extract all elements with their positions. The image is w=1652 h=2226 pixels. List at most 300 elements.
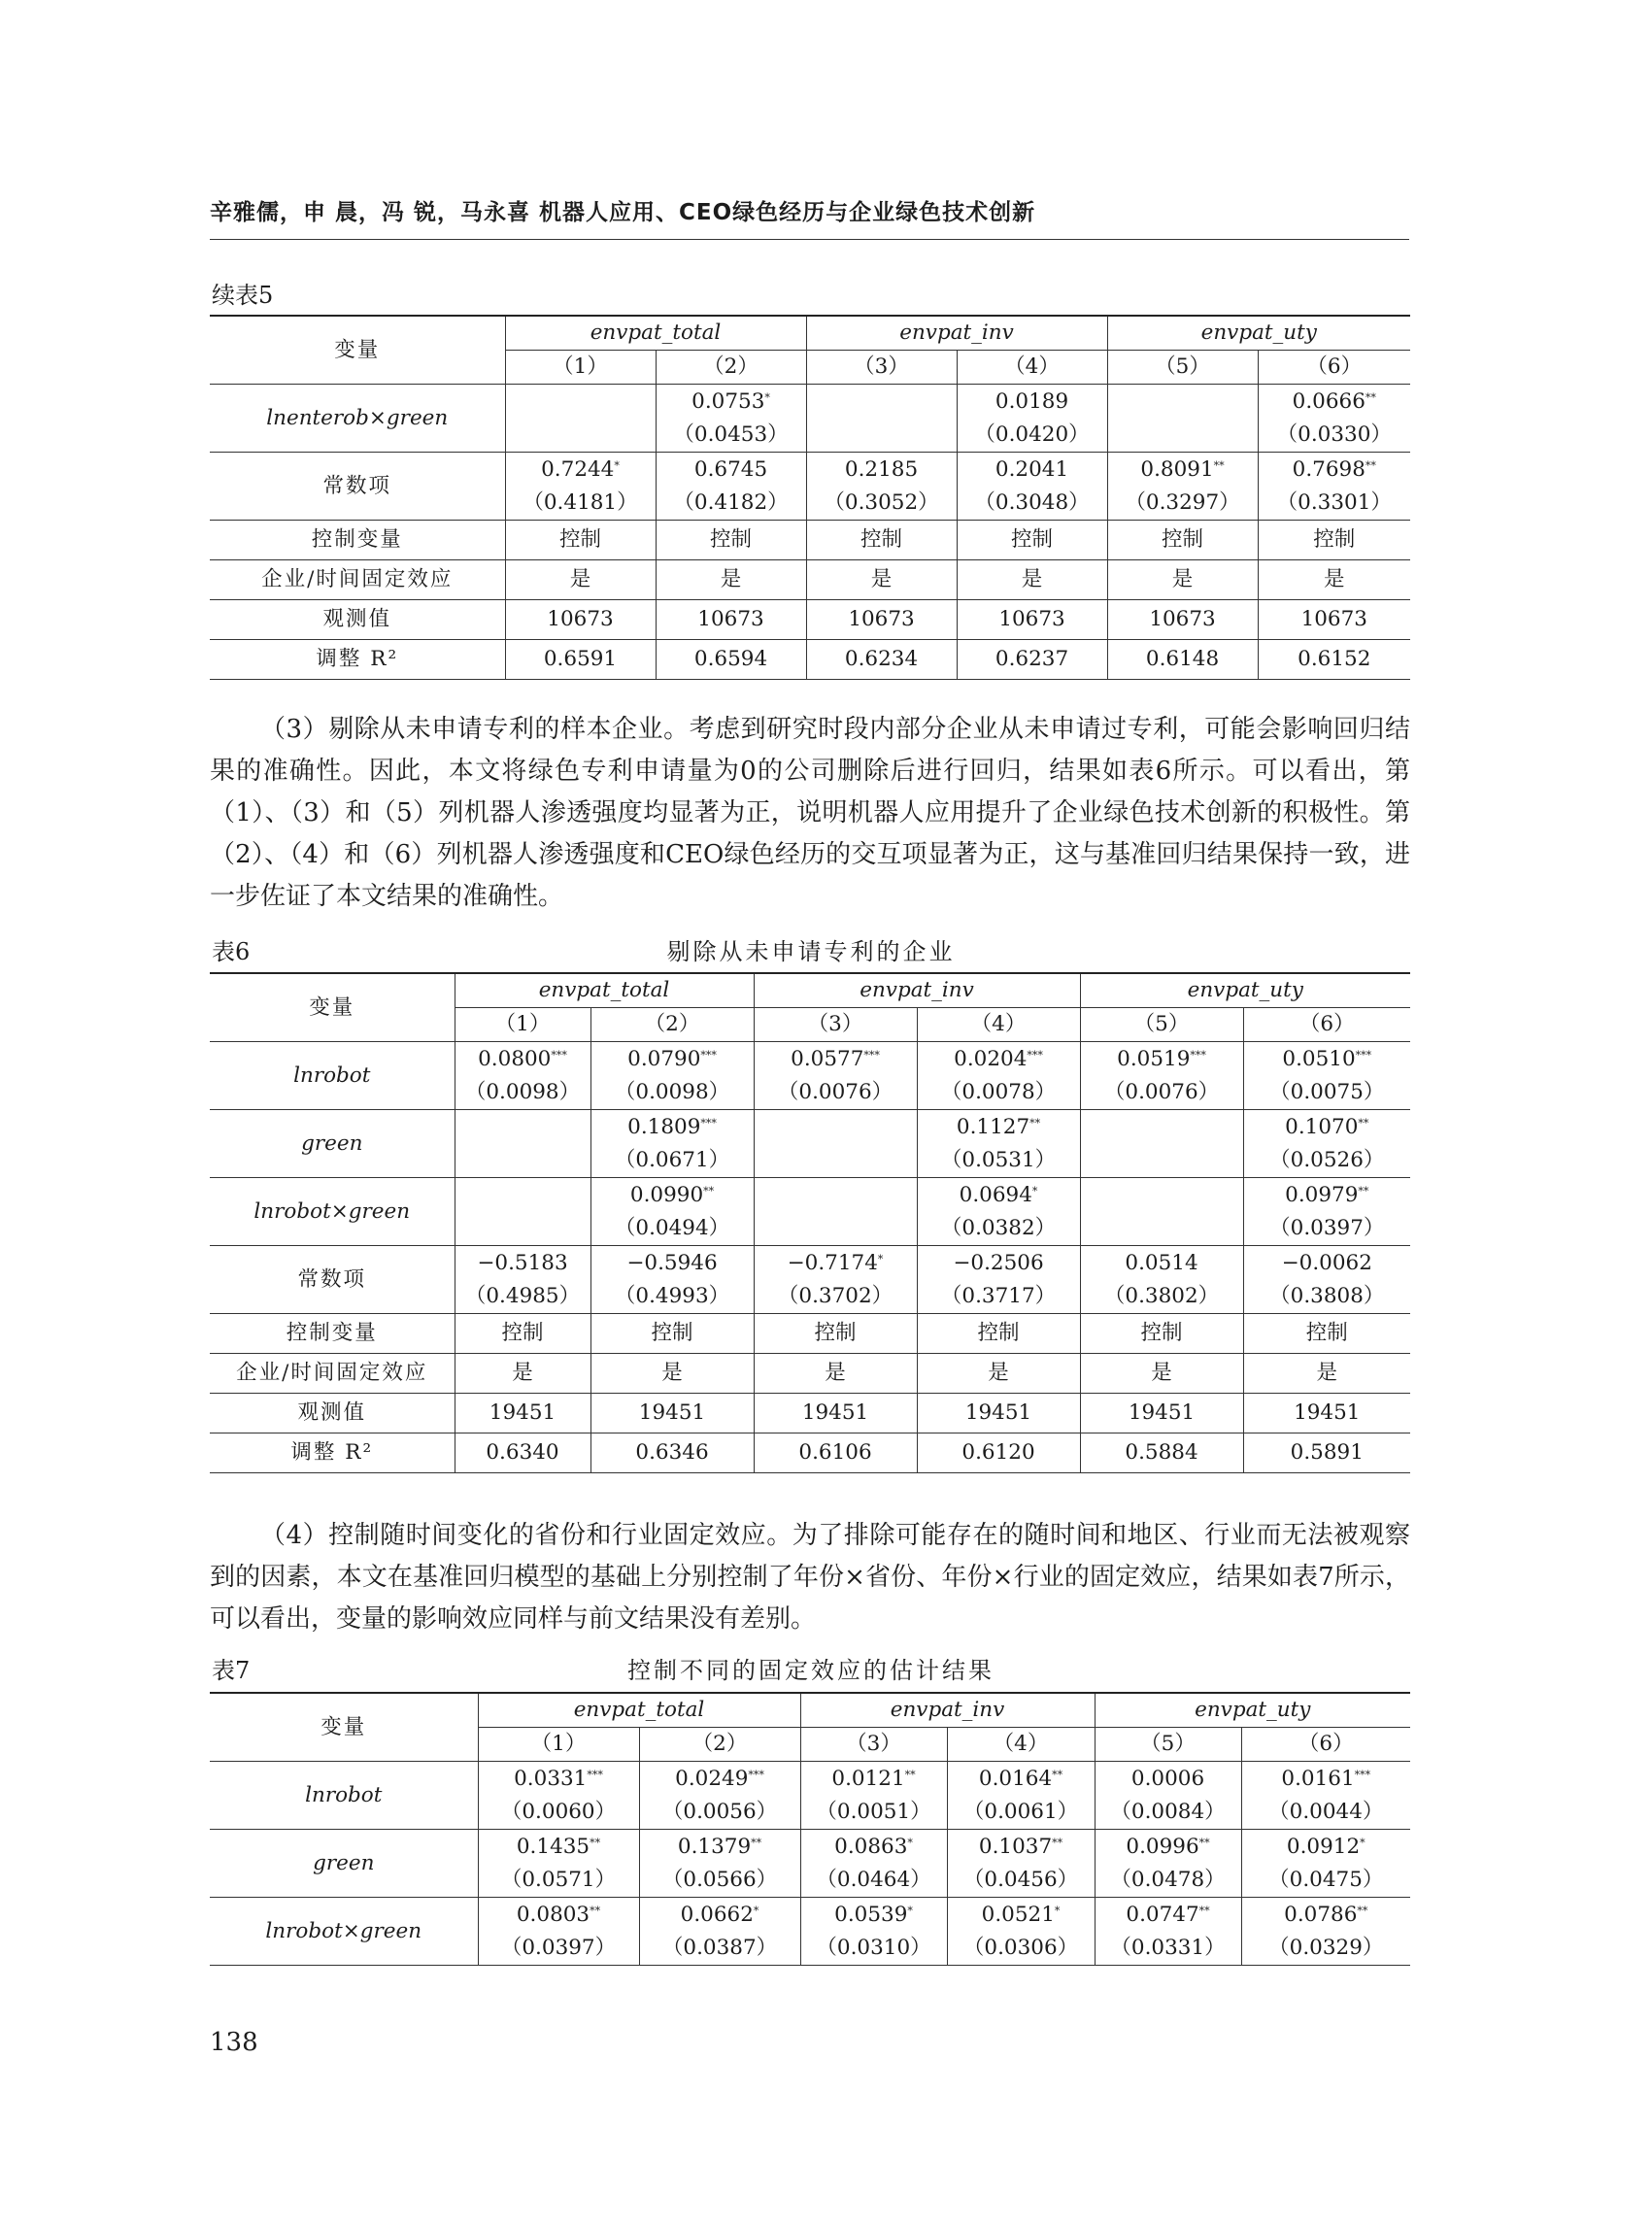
column-number: （3） (800, 1728, 947, 1762)
value-cell: 控制 (917, 1314, 1080, 1354)
paragraph-robustness-3 (210, 709, 1410, 918)
standard-error: （0.0056） (661, 1799, 778, 1824)
significance-stars: *** (1027, 1048, 1043, 1062)
significance-stars: * (753, 1904, 759, 1917)
row-label: 观测值 (210, 1394, 455, 1433)
row-label: 调整 R² (210, 1433, 455, 1473)
table-row (210, 1762, 1410, 1830)
row-label: 调整 R² (210, 640, 505, 680)
column-number: （1） (505, 351, 656, 385)
standard-error: （0.0382） (940, 1215, 1057, 1240)
table-row (210, 1178, 1410, 1246)
value-cell: 19451 (754, 1394, 917, 1433)
estimate-cell (947, 1830, 1095, 1898)
coefficient: 0.1379 (677, 1834, 752, 1859)
estimate-cell (455, 1110, 590, 1178)
estimate-cell (917, 1178, 1080, 1246)
value-cell: 控制 (505, 521, 656, 560)
coefficient: 0.0577 (791, 1046, 864, 1071)
coefficient: 0.2185 (844, 456, 919, 482)
table7-caption-label: 表7 (212, 1657, 251, 1684)
coefficient: 0.1127 (956, 1114, 1030, 1139)
estimate-cell (1241, 1830, 1410, 1898)
significance-stars: ** (751, 1836, 762, 1849)
significance-stars: ** (1198, 1904, 1210, 1917)
value-cell: 是 (590, 1354, 754, 1394)
value-cell: 10673 (656, 600, 806, 640)
column-number: （5） (1080, 1008, 1243, 1042)
estimate-cell (1243, 1110, 1410, 1178)
significance-stars: ** (904, 1768, 916, 1781)
coefficient: 0.0662 (680, 1902, 754, 1927)
standard-error: （0.0526） (1269, 1147, 1385, 1172)
row-label: lnrobot (210, 1042, 455, 1110)
significance-stars: *** (587, 1768, 603, 1781)
var-header: 变量 (210, 316, 505, 385)
standard-error: （0.0453） (673, 422, 789, 447)
table-row (210, 1898, 1410, 1966)
estimate-cell (455, 1042, 590, 1110)
standard-error: （0.0464） (816, 1867, 931, 1892)
significance-stars: * (1054, 1904, 1061, 1917)
estimate-cell (1243, 1246, 1410, 1314)
table-row (210, 521, 1410, 560)
row-label: 观测值 (210, 600, 505, 640)
standard-error: （0.0044） (1268, 1799, 1384, 1824)
table6-caption-title: 剔除从未申请专利的企业 (666, 938, 956, 965)
significance-stars: *** (700, 1048, 717, 1062)
row-label: 常数项 (210, 453, 505, 521)
value-cell: 控制 (957, 521, 1107, 560)
table-row (210, 1314, 1410, 1354)
column-number: （2） (656, 351, 806, 385)
significance-stars: ** (1358, 1184, 1369, 1197)
significance-stars: * (907, 1904, 913, 1917)
estimate-cell (1080, 1110, 1243, 1178)
estimate-cell (754, 1042, 917, 1110)
value-cell: 10673 (1107, 600, 1258, 640)
value-cell: 控制 (656, 521, 806, 560)
standard-error: （0.0076） (1103, 1079, 1220, 1104)
coefficient: 0.0204 (954, 1046, 1028, 1071)
estimate-cell (1080, 1178, 1243, 1246)
value-cell: 控制 (754, 1314, 917, 1354)
table-row (210, 1354, 1410, 1394)
value-cell: 控制 (590, 1314, 754, 1354)
coefficient: 0.0753 (691, 388, 765, 414)
significance-stars: *** (551, 1048, 567, 1062)
estimate-cell (754, 1246, 917, 1314)
standard-error: （0.0531） (940, 1147, 1057, 1172)
estimate-cell (478, 1762, 639, 1830)
coefficient: 0.0006 (1130, 1766, 1205, 1791)
table-row (210, 385, 1410, 453)
estimate-cell (478, 1898, 639, 1966)
value-cell: 0.5884 (1080, 1433, 1243, 1473)
standard-error: （0.3297） (1125, 489, 1240, 515)
group-header: envpat_inv (754, 973, 1080, 1008)
value-cell: 是 (1080, 1354, 1243, 1394)
value-cell: 是 (1258, 560, 1410, 600)
value-cell: 是 (1243, 1354, 1410, 1394)
estimate-cell (947, 1762, 1095, 1830)
value-cell: 0.6120 (917, 1433, 1080, 1473)
coefficient: 0.6745 (693, 456, 768, 482)
coefficient: 0.0121 (831, 1766, 905, 1791)
standard-error: （0.0329） (1268, 1935, 1384, 1960)
coefficient: 0.0979 (1285, 1182, 1359, 1207)
table-row (210, 1433, 1410, 1473)
estimate-cell (957, 385, 1107, 453)
standard-error: （0.0098） (614, 1079, 730, 1104)
standard-error: （0.0494） (614, 1215, 730, 1240)
value-cell: 是 (754, 1354, 917, 1394)
estimate-cell (800, 1830, 947, 1898)
column-number: （4） (917, 1008, 1080, 1042)
value-cell: 是 (917, 1354, 1080, 1394)
coefficient: 0.0996 (1126, 1834, 1199, 1859)
value-cell: 0.5891 (1243, 1433, 1410, 1473)
var-header: 变量 (210, 1693, 478, 1762)
significance-stars: * (1360, 1836, 1365, 1849)
value-cell: 是 (656, 560, 806, 600)
coefficient: 0.1435 (516, 1834, 590, 1859)
estimate-cell (1243, 1178, 1410, 1246)
coefficient: 0.0666 (1292, 388, 1365, 414)
paragraph-robustness-4 (210, 1515, 1410, 1640)
value-cell: 10673 (505, 600, 656, 640)
standard-error: （0.3301） (1276, 489, 1392, 515)
value-cell: 0.6152 (1258, 640, 1410, 680)
column-number: （6） (1258, 351, 1410, 385)
standard-error: （0.3802） (1103, 1283, 1220, 1308)
table6-caption (212, 932, 956, 966)
group-header: envpat_uty (1107, 316, 1410, 351)
value-cell: 10673 (806, 600, 957, 640)
standard-error: （0.3048） (974, 489, 1090, 515)
estimate-cell (590, 1042, 754, 1110)
significance-stars: *** (863, 1048, 880, 1062)
header-rule (210, 239, 1409, 240)
table-row (210, 640, 1410, 680)
table7-caption-title: 控制不同的固定效应的估计结果 (627, 1657, 995, 1684)
row-label: lnrobot (210, 1762, 478, 1830)
significance-stars: ** (1052, 1836, 1063, 1849)
standard-error: （0.4181） (523, 489, 638, 515)
table7 (210, 1692, 1410, 1966)
standard-error: （0.0078） (940, 1079, 1057, 1104)
row-label: 控制变量 (210, 521, 505, 560)
coefficient: 0.0521 (981, 1902, 1055, 1927)
estimate-cell (1080, 1042, 1243, 1110)
estimate-cell (505, 385, 656, 453)
coefficient: 0.0694 (959, 1182, 1032, 1207)
row-label: 企业/时间固定效应 (210, 560, 505, 600)
standard-error: （0.0331） (1110, 1935, 1226, 1960)
estimate-cell (806, 453, 957, 521)
estimate-cell (1241, 1762, 1410, 1830)
group-header: envpat_total (478, 1693, 800, 1728)
value-cell: 0.6234 (806, 640, 957, 680)
estimate-cell (656, 385, 806, 453)
significance-stars: *** (1355, 1048, 1372, 1062)
value-cell: 19451 (590, 1394, 754, 1433)
coefficient: 0.0790 (627, 1046, 701, 1071)
value-cell: 控制 (806, 521, 957, 560)
estimate-cell (639, 1830, 800, 1898)
significance-stars: ** (1365, 390, 1376, 404)
coefficient: 0.0912 (1286, 1834, 1361, 1859)
table-row (210, 560, 1410, 600)
estimate-cell (1258, 453, 1410, 521)
estimate-cell (917, 1110, 1080, 1178)
table-row (210, 1042, 1410, 1110)
coefficient: 0.0786 (1284, 1902, 1358, 1927)
value-cell: 19451 (455, 1394, 590, 1433)
coefficient: 0.0249 (675, 1766, 749, 1791)
value-cell: 是 (1107, 560, 1258, 600)
significance-stars: * (877, 1252, 884, 1265)
coefficient: 0.0519 (1117, 1046, 1191, 1071)
standard-error: （0.0478） (1110, 1867, 1226, 1892)
significance-stars: * (1031, 1184, 1038, 1197)
column-number: （2） (590, 1008, 754, 1042)
table5-caption-label: 续表5 (212, 282, 274, 309)
row-label: green (210, 1110, 455, 1178)
column-number: （5） (1095, 1728, 1241, 1762)
standard-error: （0.0456） (962, 1867, 1079, 1892)
estimate-cell (478, 1830, 639, 1898)
significance-stars: ** (1198, 1836, 1210, 1849)
value-cell: 0.6148 (1107, 640, 1258, 680)
table-row (210, 1110, 1410, 1178)
column-number: （2） (639, 1728, 800, 1762)
row-label: lnrobot×green (210, 1898, 478, 1966)
paragraph-text: （4）控制随时间变化的省份和行业固定效应。为了排除可能存在的随时间和地区、行业而无法被观察到的因素，本文在基准回归模型的基础上分别控制了年份×省份、年份×行业的固定效应，结果如表7所示，可以看出，变量的影响效应同样与前文结果没有差别。 (210, 1521, 1410, 1634)
significance-stars: ** (590, 1836, 601, 1849)
standard-error: （0.0420） (974, 422, 1090, 447)
value-cell: 19451 (1080, 1394, 1243, 1433)
coefficient: 0.0164 (978, 1766, 1053, 1791)
coefficient: −0.2506 (953, 1250, 1044, 1275)
standard-error: （0.4182） (673, 489, 789, 515)
estimate-cell (806, 385, 957, 453)
coefficient: −0.5946 (626, 1250, 718, 1275)
value-cell: 控制 (1243, 1314, 1410, 1354)
value-cell: 0.6340 (455, 1433, 590, 1473)
coefficient: 0.0539 (834, 1902, 908, 1927)
estimate-cell (1243, 1042, 1410, 1110)
table-row (210, 1394, 1410, 1433)
standard-error: （0.0671） (614, 1147, 730, 1172)
coefficient: 0.1037 (978, 1834, 1053, 1859)
standard-error: （0.0061） (962, 1799, 1079, 1824)
table-row (210, 453, 1410, 521)
coefficient: 0.0510 (1282, 1046, 1356, 1071)
coefficient: 0.0803 (516, 1902, 590, 1927)
standard-error: （0.0571） (500, 1867, 617, 1892)
significance-stars: *** (1354, 1768, 1371, 1781)
estimate-cell (1095, 1762, 1241, 1830)
group-header: envpat_total (505, 316, 806, 351)
column-number: （5） (1107, 351, 1258, 385)
coefficient: 0.0863 (834, 1834, 908, 1859)
row-label: 企业/时间固定效应 (210, 1354, 455, 1394)
significance-stars: ** (703, 1184, 715, 1197)
value-cell: 是 (455, 1354, 590, 1394)
estimate-cell (1095, 1830, 1241, 1898)
significance-stars: *** (748, 1768, 764, 1781)
table-header-row (210, 973, 1410, 1008)
coefficient: 0.0800 (478, 1046, 552, 1071)
standard-error: （0.3702） (777, 1283, 893, 1308)
coefficient: 0.0189 (995, 388, 1069, 414)
estimate-cell (1095, 1898, 1241, 1966)
var-header: 变量 (210, 973, 455, 1042)
coefficient: 0.8091 (1140, 456, 1214, 482)
value-cell: 0.6591 (505, 640, 656, 680)
column-number: （3） (754, 1008, 917, 1042)
coefficient: 0.1070 (1285, 1114, 1359, 1139)
significance-stars: ** (1029, 1116, 1041, 1130)
standard-error: （0.0475） (1268, 1867, 1384, 1892)
estimate-cell (455, 1246, 590, 1314)
value-cell: 控制 (1107, 521, 1258, 560)
coefficient: 0.0161 (1281, 1766, 1355, 1791)
table-header-row (210, 1693, 1410, 1728)
significance-stars: *** (1190, 1048, 1206, 1062)
value-cell: 10673 (1258, 600, 1410, 640)
significance-stars: *** (700, 1116, 717, 1130)
value-cell: 控制 (455, 1314, 590, 1354)
table6 (210, 972, 1410, 1473)
significance-stars: * (907, 1836, 913, 1849)
row-label: lnenterob×green (210, 385, 505, 453)
estimate-cell (590, 1178, 754, 1246)
coefficient: 0.1809 (627, 1114, 701, 1139)
standard-error: （0.4993） (614, 1283, 730, 1308)
value-cell: 10673 (957, 600, 1107, 640)
group-header: envpat_uty (1080, 973, 1410, 1008)
significance-stars: * (764, 390, 770, 404)
coefficient: 0.0747 (1126, 1902, 1199, 1927)
value-cell: 是 (957, 560, 1107, 600)
value-cell: 0.6346 (590, 1433, 754, 1473)
significance-stars: ** (1358, 1116, 1369, 1130)
estimate-cell (639, 1898, 800, 1966)
standard-error: （0.0060） (500, 1799, 617, 1824)
coefficient: 0.7244 (541, 456, 615, 482)
estimate-cell (1241, 1898, 1410, 1966)
estimate-cell (947, 1898, 1095, 1966)
standard-error: （0.0397） (1269, 1215, 1385, 1240)
column-number: （6） (1243, 1008, 1410, 1042)
estimate-cell (1080, 1246, 1243, 1314)
column-number: （4） (957, 351, 1107, 385)
standard-error: （0.0397） (500, 1935, 617, 1960)
table6-caption-label: 表6 (212, 938, 251, 965)
estimate-cell (505, 453, 656, 521)
running-header: 辛雅儒，申 晨，冯 锐，马永喜 机器人应用、CEO绿色经历与企业绿色技术创新 (210, 200, 1036, 225)
standard-error: （0.3808） (1269, 1283, 1385, 1308)
group-header: envpat_inv (800, 1693, 1095, 1728)
coefficient: −0.0062 (1281, 1250, 1372, 1275)
group-header: envpat_inv (806, 316, 1107, 351)
coefficient: 0.7698 (1292, 456, 1365, 482)
standard-error: （0.4985） (464, 1283, 581, 1308)
row-label: 常数项 (210, 1246, 455, 1314)
standard-error: （0.0051） (816, 1799, 931, 1824)
estimate-cell (1107, 385, 1258, 453)
estimate-cell (590, 1110, 754, 1178)
estimate-cell (754, 1110, 917, 1178)
column-number: （1） (455, 1008, 590, 1042)
significance-stars: ** (590, 1904, 601, 1917)
estimate-cell (917, 1246, 1080, 1314)
column-number: （3） (806, 351, 957, 385)
value-cell: 0.6106 (754, 1433, 917, 1473)
coefficient: 0.0990 (629, 1182, 704, 1207)
table7-caption (212, 1651, 995, 1685)
page-number: 138 (210, 2028, 258, 2057)
standard-error: （0.0075） (1269, 1079, 1385, 1104)
coefficient: −0.5183 (477, 1250, 568, 1275)
significance-stars: ** (1052, 1768, 1063, 1781)
table-row (210, 1830, 1410, 1898)
coefficient: 0.2041 (995, 456, 1069, 482)
estimate-cell (1258, 385, 1410, 453)
estimate-cell (917, 1042, 1080, 1110)
column-number: （6） (1241, 1728, 1410, 1762)
value-cell: 19451 (1243, 1394, 1410, 1433)
table-header-row (210, 316, 1410, 351)
row-label: 控制变量 (210, 1314, 455, 1354)
coefficient: 0.0331 (514, 1766, 588, 1791)
estimate-cell (455, 1178, 590, 1246)
estimate-cell (639, 1762, 800, 1830)
standard-error: （0.0098） (464, 1079, 581, 1104)
standard-error: （0.0076） (777, 1079, 893, 1104)
estimate-cell (1107, 453, 1258, 521)
standard-error: （0.0566） (661, 1867, 778, 1892)
value-cell: 19451 (917, 1394, 1080, 1433)
standard-error: （0.3717） (940, 1283, 1057, 1308)
value-cell: 0.6237 (957, 640, 1107, 680)
standard-error: （0.0084） (1110, 1799, 1226, 1824)
paragraph-text: （3）剔除从未申请专利的样本企业。考虑到研究时段内部分企业从未申请过专利，可能会影响回归结果的准确性。因此，本文将绿色专利申请量为0的公司删除后进行回归，结果如表6所示。可以看出，第（1）、（3）和（5）列机器人渗透强度均显著为正，说明机器人应用提升了企业绿色技术创新的积极性。第（2）、（4）和（6）列机器人渗透强度和CEO绿色经历的交互项显著为正，这与基准回归结果保持一致，进一步佐证了本文结果的准确性。 (210, 715, 1410, 911)
value-cell: 0.6594 (656, 640, 806, 680)
estimate-cell (800, 1762, 947, 1830)
significance-stars: ** (1357, 1904, 1368, 1917)
value-cell: 控制 (1258, 521, 1410, 560)
column-number: （1） (478, 1728, 639, 1762)
standard-error: （0.3052） (824, 489, 939, 515)
coefficient: 0.0514 (1125, 1250, 1198, 1275)
estimate-cell (754, 1178, 917, 1246)
table-row (210, 1246, 1410, 1314)
value-cell: 是 (806, 560, 957, 600)
significance-stars: * (614, 458, 620, 472)
standard-error: （0.0306） (962, 1935, 1079, 1960)
row-label: green (210, 1830, 478, 1898)
standard-error: （0.0387） (661, 1935, 778, 1960)
significance-stars: ** (1365, 458, 1376, 472)
column-number: （4） (947, 1728, 1095, 1762)
estimate-cell (800, 1898, 947, 1966)
estimate-cell (656, 453, 806, 521)
standard-error: （0.0310） (816, 1935, 931, 1960)
row-label: lnrobot×green (210, 1178, 455, 1246)
